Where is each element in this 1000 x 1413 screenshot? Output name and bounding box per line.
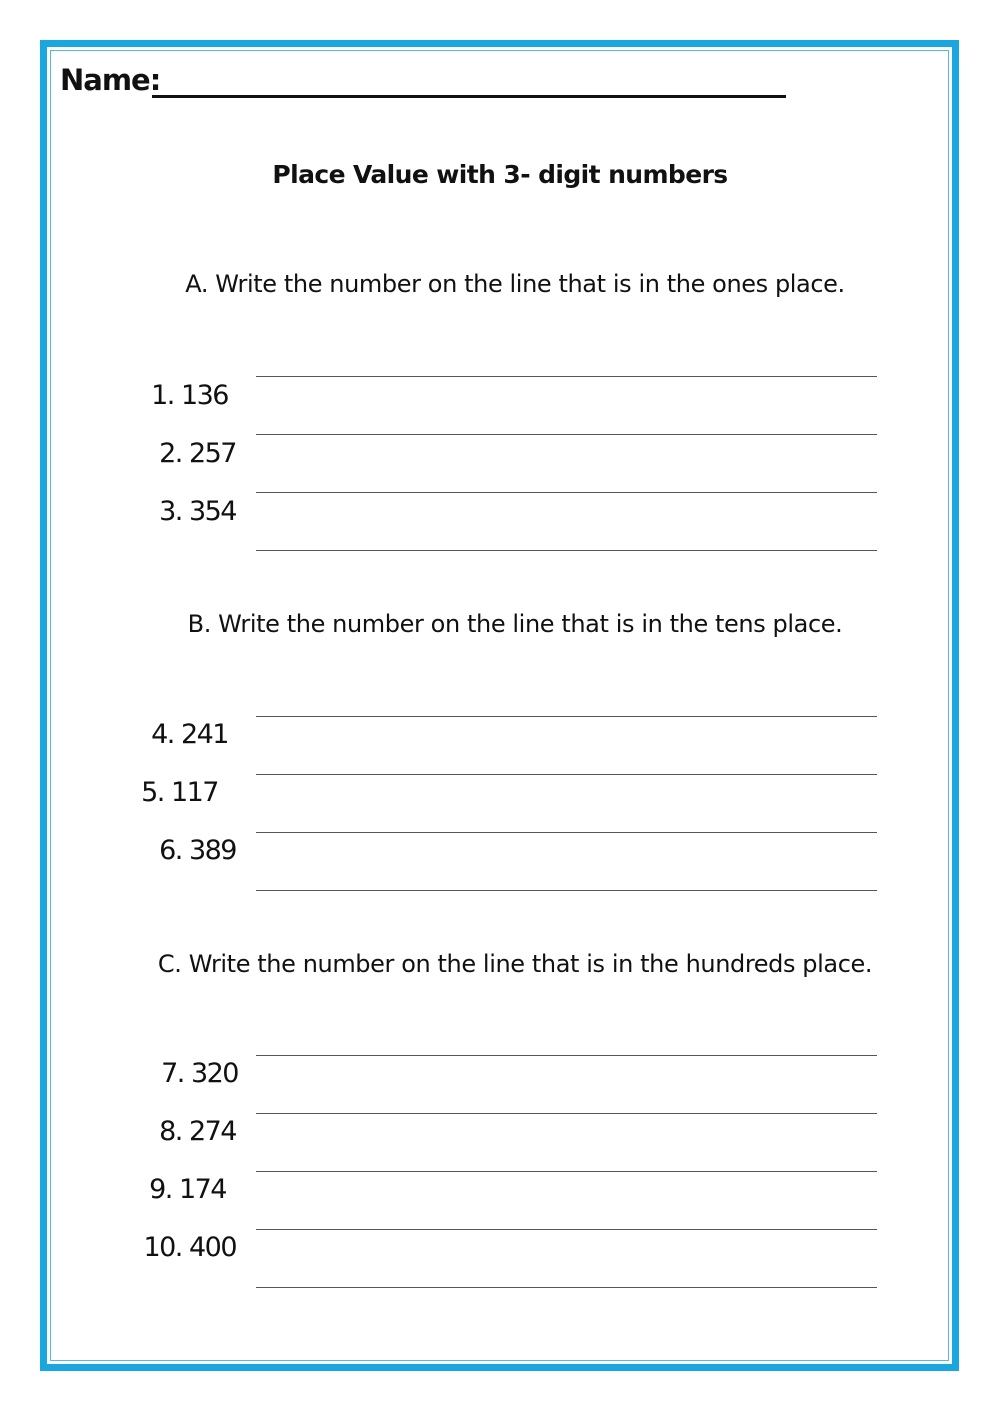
answer-line-3[interactable]	[256, 492, 877, 493]
page-border-inner	[50, 50, 949, 1361]
answer-line-6-end	[256, 890, 877, 891]
answer-line-3-end	[256, 550, 877, 551]
answer-line-4[interactable]	[256, 716, 877, 717]
item-8-label: 8. 274	[159, 1116, 236, 1147]
answer-line-8[interactable]	[256, 1113, 877, 1114]
item-2-label: 2. 257	[159, 438, 236, 469]
answer-line-7[interactable]	[256, 1055, 877, 1056]
item-9-label: 9. 174	[149, 1174, 226, 1205]
answer-line-10[interactable]	[256, 1229, 877, 1230]
item-5-label: 5. 117	[141, 777, 218, 808]
worksheet-title: Place Value with 3- digit numbers	[272, 160, 728, 189]
name-field-line[interactable]	[152, 95, 786, 98]
item-3-label: 3. 354	[159, 496, 236, 527]
item-1-label: 1. 136	[151, 380, 228, 411]
item-4-label: 4. 241	[151, 719, 228, 750]
answer-line-9[interactable]	[256, 1171, 877, 1172]
item-7-label: 7. 320	[161, 1058, 238, 1089]
name-label: Name:	[60, 63, 161, 97]
answer-line-6[interactable]	[256, 832, 877, 833]
answer-line-2[interactable]	[256, 434, 877, 435]
section-b-heading: B. Write the number on the line that is in the tens place.	[187, 610, 843, 638]
answer-line-10-end	[256, 1287, 877, 1288]
answer-line-5[interactable]	[256, 774, 877, 775]
item-10-label: 10. 400	[143, 1232, 236, 1263]
section-c-heading: C. Write the number on the line that is in the hundreds place.	[157, 950, 873, 978]
name-row	[60, 62, 160, 98]
answer-line-1[interactable]	[256, 376, 877, 377]
item-6-label: 6. 389	[159, 835, 236, 866]
section-a-heading: A. Write the number on the line that is in the ones place.	[185, 270, 845, 298]
